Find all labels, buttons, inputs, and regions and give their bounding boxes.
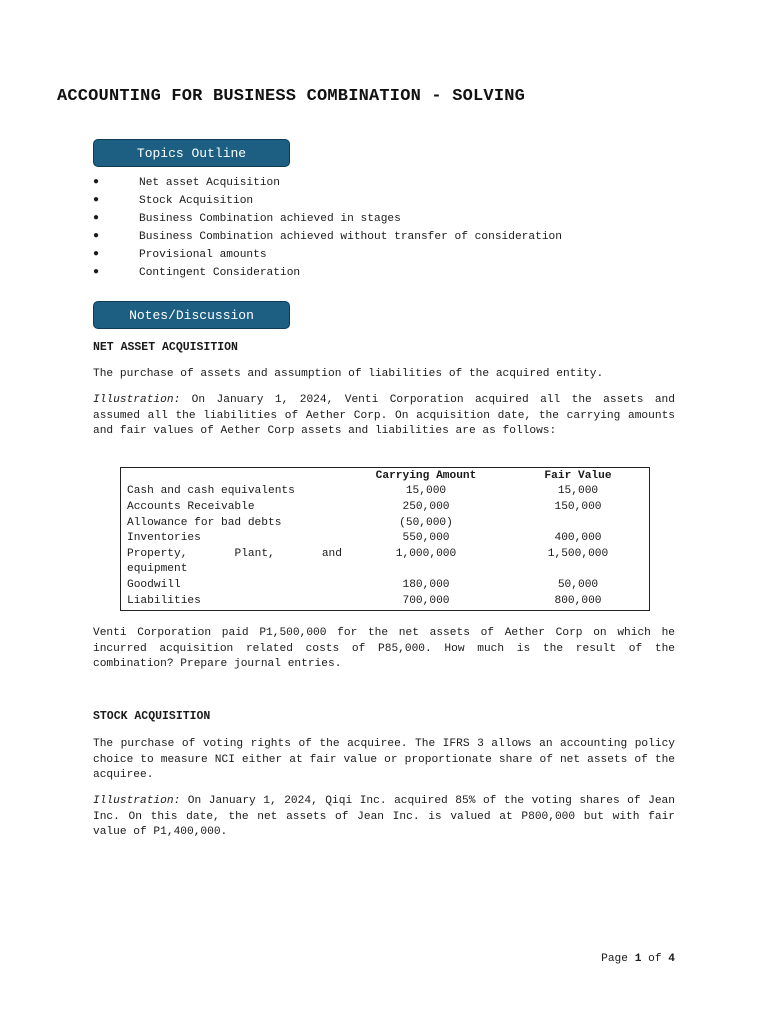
- illustration-text: On January 1, 2024, Venti Corporation acquired all the assets and assumed all the liabilities of Aether Corp. On acquisition date, the carrying amounts and fair values of Aether Corp assets and liabilities are as follows:: [93, 394, 675, 438]
- stock-acquisition-illustration: [93, 794, 675, 841]
- net-asset-illustration: [93, 393, 675, 440]
- net-asset-definition: The purchase of assets and assumption of liabilities of the acquired entity.: [93, 368, 604, 380]
- topics-list: [93, 174, 562, 282]
- row-label: Goodwill: [127, 579, 181, 591]
- header-carrying-amount: Carrying Amount: [375, 470, 477, 482]
- row-carrying: 550,000: [402, 532, 450, 544]
- row-carrying: 180,000: [402, 579, 450, 591]
- table-row: [121, 515, 651, 531]
- header-fair-value: Fair Value: [544, 470, 612, 482]
- current-page: 1: [634, 953, 642, 965]
- page-number-footer: [601, 953, 675, 965]
- notes-discussion-badge: Notes/Discussion: [93, 301, 290, 329]
- bullet-icon: ●: [93, 177, 100, 188]
- list-item: [93, 174, 562, 192]
- stock-acquisition-definition: The purchase of voting rights of the acquiree. The IFRS 3 allows an accounting policy choice to measure NCI either at fair value or proportionate share of net assets of the acquiree.: [93, 738, 675, 782]
- net-asset-question: Venti Corporation paid P1,500,000 for the net assets of Aether Corp on which he incurred acquisition related costs of P85,000. How much is the result of the combination? Prepare journal entries.: [93, 627, 675, 671]
- table-row: [121, 593, 651, 609]
- list-item: [93, 264, 562, 282]
- topic-label: Stock Acquisition: [139, 195, 254, 207]
- list-item: [93, 228, 562, 246]
- illustration-label: Illustration:: [93, 795, 181, 807]
- row-label: [127, 546, 342, 562]
- of-word: of: [648, 953, 662, 965]
- table-header-row: [121, 468, 651, 484]
- topic-label: Provisional amounts: [139, 249, 267, 261]
- row-label-word: Property,: [127, 548, 188, 560]
- bullet-icon: ●: [93, 267, 100, 278]
- row-fair: 400,000: [554, 532, 602, 544]
- list-item: [93, 192, 562, 210]
- table-row: [121, 577, 651, 593]
- row-label-word: Plant,: [234, 548, 275, 560]
- page-body: [93, 0, 675, 1024]
- row-carrying: (50,000): [399, 517, 453, 529]
- list-item: [93, 246, 562, 264]
- page-word: Page: [601, 953, 628, 965]
- document-title: ACCOUNTING FOR BUSINESS COMBINATION - SOLVING: [56, 87, 526, 106]
- row-carrying: 15,000: [405, 485, 447, 497]
- row-label-continued: equipment: [127, 563, 188, 575]
- table-row: [121, 499, 651, 515]
- fair-value-table: [120, 467, 650, 611]
- illustration-label: Illustration:: [93, 394, 181, 406]
- row-fair: 15,000: [557, 485, 599, 497]
- topics-outline-badge: Topics Outline: [93, 139, 290, 167]
- topic-label: Business Combination achieved in stages: [139, 213, 401, 225]
- row-fair: 150,000: [554, 501, 602, 513]
- bullet-icon: ●: [93, 249, 100, 260]
- row-label: Liabilities: [127, 595, 201, 607]
- topic-label: Net asset Acquisition: [139, 177, 280, 189]
- list-item: [93, 210, 562, 228]
- row-carrying: 1,000,000: [395, 548, 457, 560]
- stock-acquisition-heading: STOCK ACQUISITION: [93, 710, 211, 723]
- row-label: Accounts Receivable: [127, 501, 255, 513]
- illustration-text: On January 1, 2024, Qiqi Inc. acquired 85% of the voting shares of Jean Inc. On this date, the net assets of Jean Inc. is valued at P800,000 but with fair value of P1,400,000.: [93, 795, 675, 839]
- row-carrying: 250,000: [402, 501, 450, 513]
- net-asset-heading: NET ASSET ACQUISITION: [93, 341, 238, 354]
- table-row: [121, 546, 651, 562]
- bullet-icon: ●: [93, 213, 100, 224]
- bullet-icon: ●: [93, 195, 100, 206]
- row-fair: 50,000: [557, 579, 599, 591]
- bullet-icon: ●: [93, 231, 100, 242]
- row-fair: 1,500,000: [547, 548, 609, 560]
- row-label: Allowance for bad debts: [127, 517, 282, 529]
- row-carrying: 700,000: [402, 595, 450, 607]
- row-label-word: and: [321, 548, 342, 560]
- table-row: [121, 530, 651, 546]
- total-pages: 4: [668, 953, 675, 965]
- topic-label: Business Combination achieved without transfer of consideration: [139, 231, 562, 243]
- row-label: Inventories: [127, 532, 201, 544]
- row-fair: 800,000: [554, 595, 602, 607]
- row-label: Cash and cash equivalents: [127, 485, 295, 497]
- table-row: [121, 483, 651, 499]
- table-row-continuation: [121, 561, 651, 577]
- topic-label: Contingent Consideration: [139, 267, 301, 279]
